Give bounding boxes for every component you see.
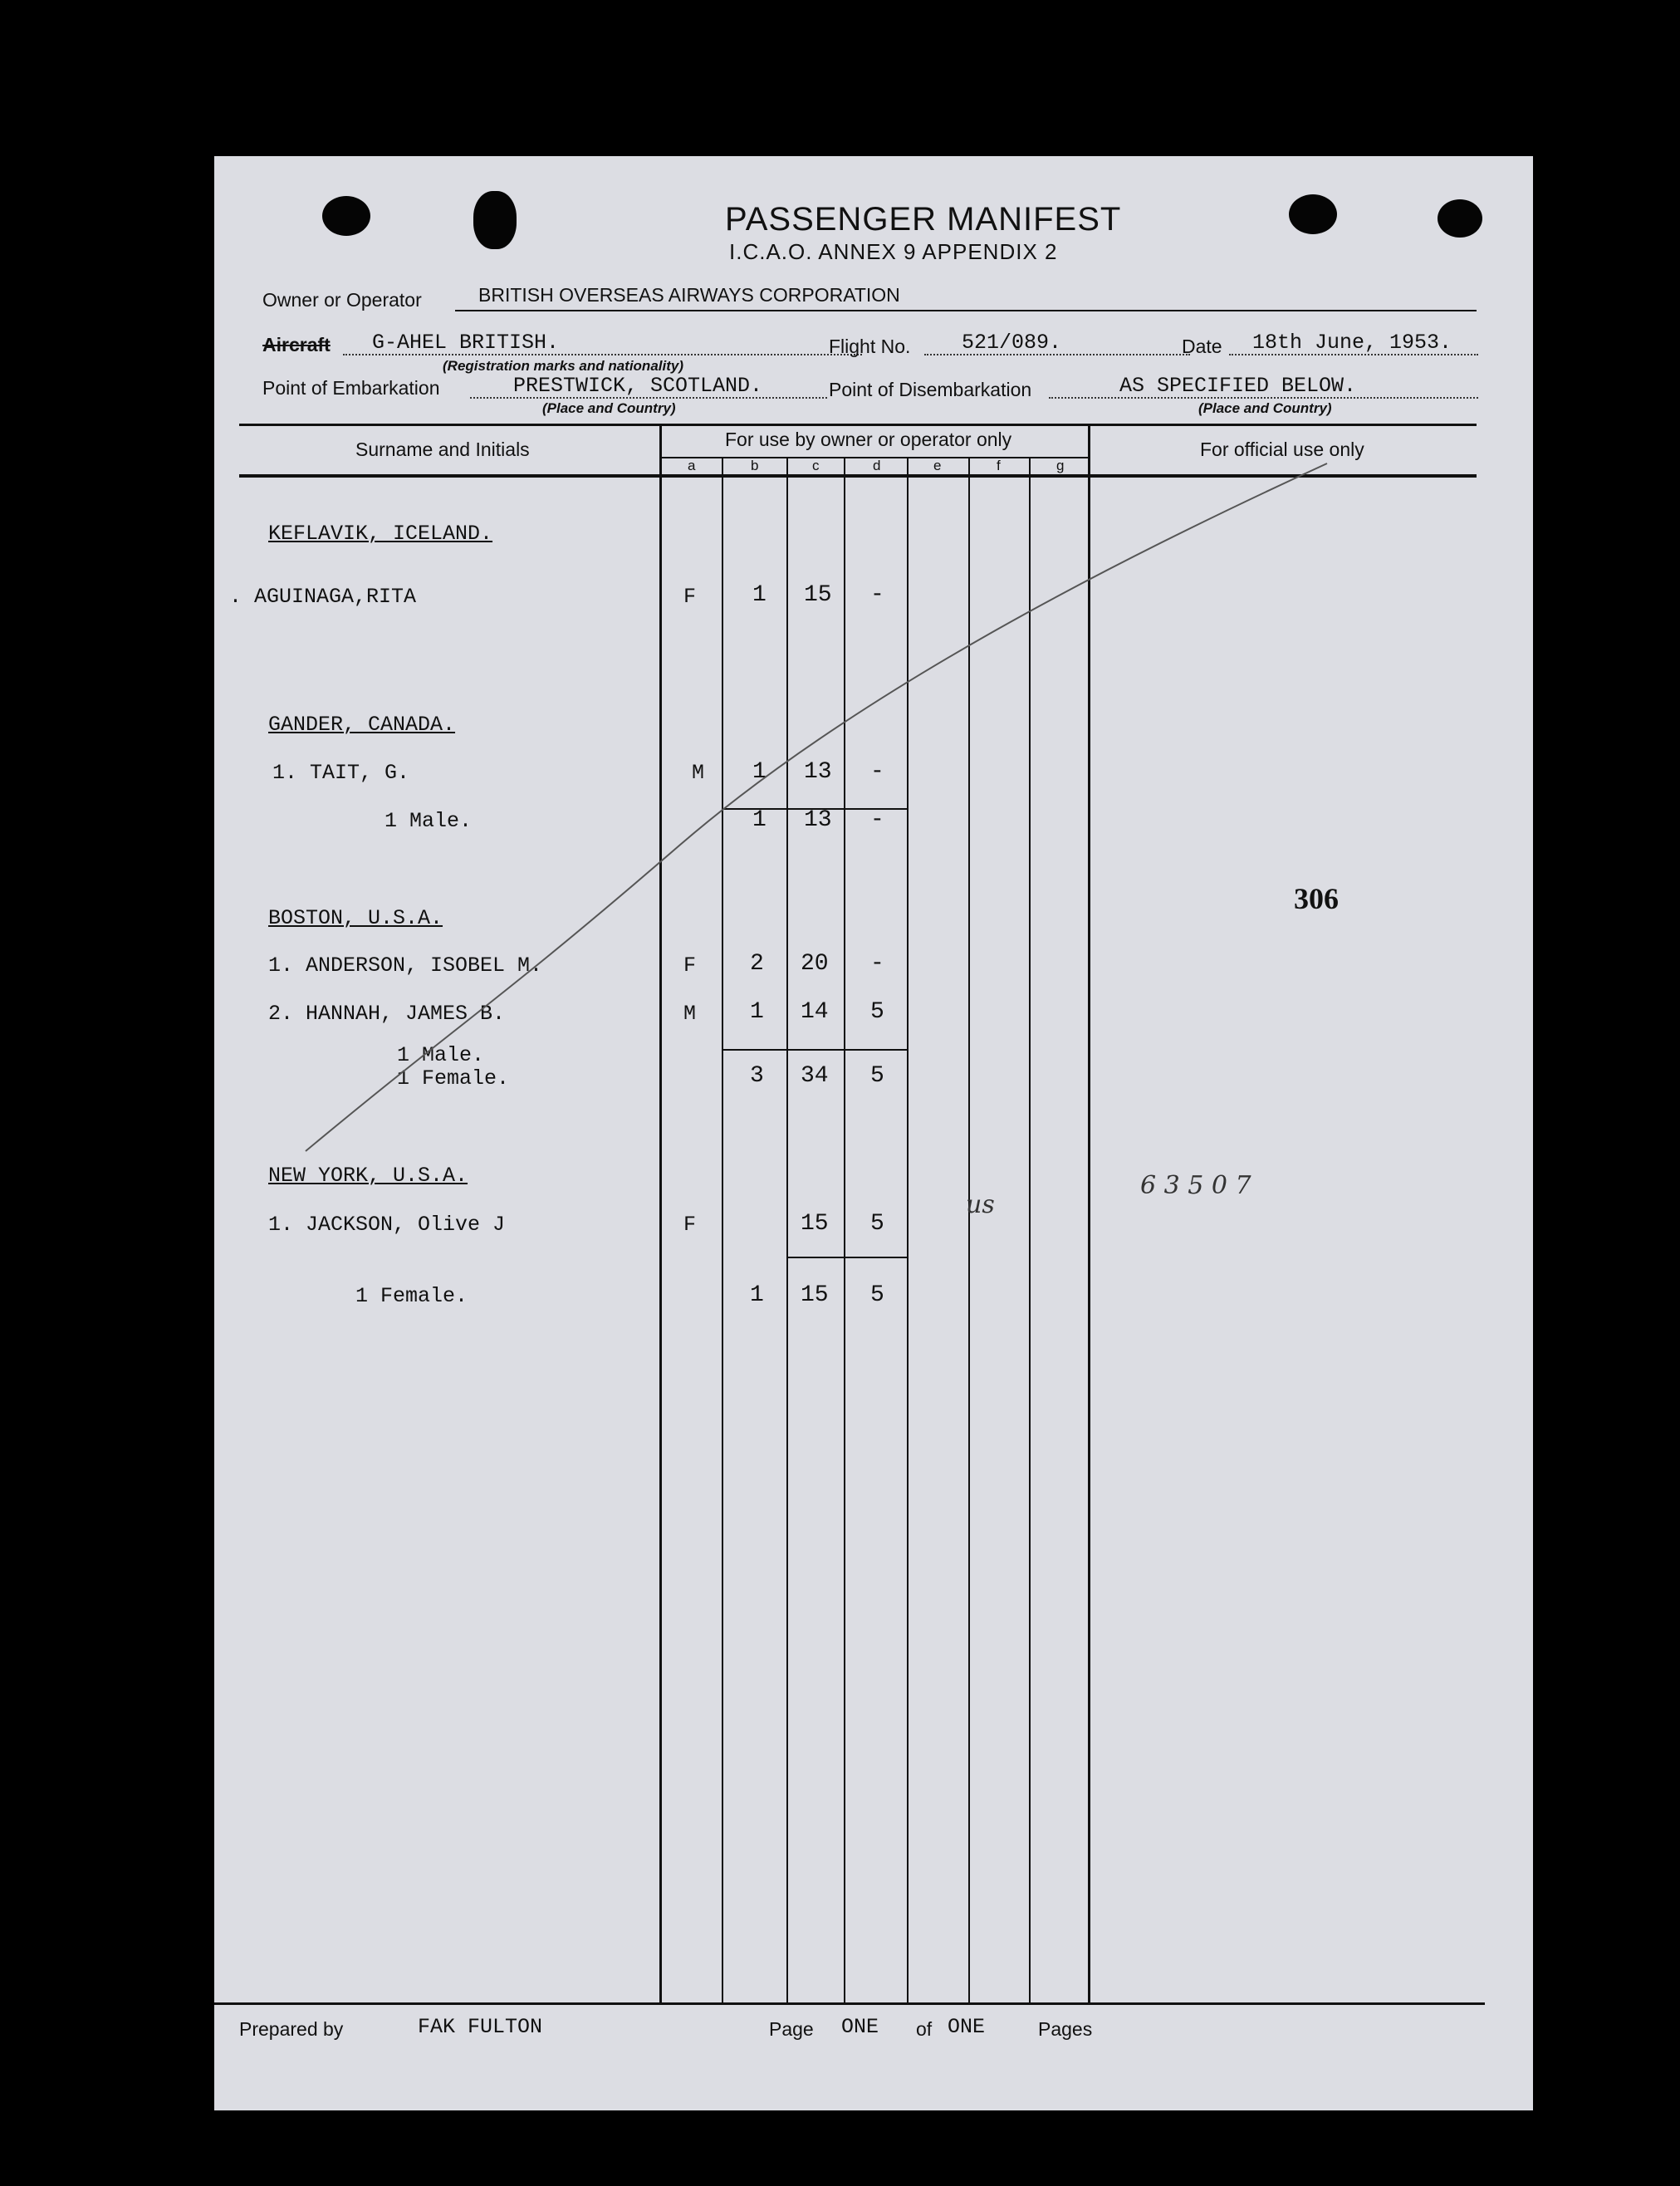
cell-a: M bbox=[683, 1002, 697, 1026]
col-owner-use-header: For use by owner or operator only bbox=[725, 429, 1012, 450]
embarkation-note: (Place and Country) bbox=[542, 400, 676, 416]
page-subtitle: I.C.A.O. ANNEX 9 APPENDIX 2 bbox=[729, 239, 1058, 264]
passenger-name: 2. HANNAH, JAMES B. bbox=[268, 1002, 506, 1026]
footer-pages-label: Pages bbox=[1038, 2018, 1093, 2040]
embarkation-label: Point of Embarkation bbox=[262, 377, 440, 399]
date-label: Date bbox=[1182, 336, 1222, 357]
cell-c: 15 bbox=[804, 582, 832, 608]
col-letter-c: c bbox=[812, 458, 820, 473]
section-heading-keflavik: KEFLAVIK, ICELAND. bbox=[268, 522, 493, 546]
passenger-name: 1. TAIT, G. bbox=[272, 761, 410, 785]
cell-b: 3 bbox=[750, 1063, 764, 1089]
disembarkation-value: AS SPECIFIED BELOW. bbox=[1119, 374, 1357, 398]
cell-d: - bbox=[870, 807, 884, 833]
disembarkation-label: Point of Disembarkation bbox=[829, 379, 1032, 400]
col-letter-b: b bbox=[751, 458, 759, 473]
stamp-number: 306 bbox=[1294, 882, 1339, 915]
owner-label: Owner or Operator bbox=[262, 289, 422, 311]
cell-d: 5 bbox=[870, 1063, 884, 1089]
cell-a: F bbox=[683, 585, 697, 609]
section-heading-boston: BOSTON, U.S.A. bbox=[268, 906, 443, 930]
disembarkation-note: (Place and Country) bbox=[1198, 400, 1332, 416]
handwritten-us: us bbox=[966, 1190, 995, 1219]
cell-d: 5 bbox=[870, 1211, 884, 1237]
col-letter-e: e bbox=[933, 458, 942, 473]
cell-c: 13 bbox=[804, 759, 832, 785]
col-surname-header: Surname and Initials bbox=[355, 439, 530, 460]
col-letter-d: d bbox=[873, 458, 881, 473]
col-letter-f: f bbox=[997, 458, 1001, 473]
footer-page-label: Page bbox=[769, 2018, 814, 2040]
cell-d: - bbox=[870, 951, 884, 977]
footer-prepared-value: FAK FULTON bbox=[418, 2015, 543, 2039]
cell-d: 5 bbox=[870, 1282, 884, 1308]
footer-prepared-label: Prepared by bbox=[239, 2018, 344, 2040]
col-letter-a: a bbox=[688, 458, 696, 473]
pencil-stroke bbox=[214, 156, 1533, 2110]
owner-value: BRITISH OVERSEAS AIRWAYS CORPORATION bbox=[478, 284, 900, 306]
col-official-header: For official use only bbox=[1200, 439, 1364, 460]
cell-a: F bbox=[683, 1213, 697, 1237]
flight-value: 521/089. bbox=[962, 331, 1062, 355]
cell-b: 1 bbox=[752, 807, 767, 833]
aircraft-note: (Registration marks and nationality) bbox=[443, 358, 683, 374]
subtotal-label: 1 Female. bbox=[355, 1284, 468, 1308]
subtotal-label: 1 Male. bbox=[397, 1043, 485, 1067]
cell-c: 20 bbox=[801, 951, 829, 977]
cell-d: - bbox=[870, 759, 884, 785]
footer-of-value: ONE bbox=[948, 2015, 986, 2039]
section-heading-newyork: NEW YORK, U.S.A. bbox=[268, 1164, 468, 1188]
cell-c: 13 bbox=[804, 807, 832, 833]
cell-c: 34 bbox=[801, 1063, 829, 1089]
footer-page-value: ONE bbox=[841, 2015, 879, 2039]
page-title: PASSENGER MANIFEST bbox=[725, 201, 1122, 238]
date-value: 18th June, 1953. bbox=[1252, 331, 1452, 355]
manifest-page bbox=[214, 156, 1533, 2110]
embarkation-value: PRESTWICK, SCOTLAND. bbox=[513, 374, 763, 398]
cell-b: 1 bbox=[752, 582, 767, 608]
passenger-name: . AGUINAGA,RITA bbox=[229, 585, 417, 609]
cell-c: 15 bbox=[801, 1211, 829, 1237]
subtotal-label: 1 Male. bbox=[384, 809, 473, 833]
passenger-name: 1. ANDERSON, ISOBEL M. bbox=[268, 953, 543, 978]
cell-d: 5 bbox=[870, 999, 884, 1025]
aircraft-label: Aircraft bbox=[262, 334, 331, 355]
passenger-name: 1. JACKSON, Olive J bbox=[268, 1213, 506, 1237]
aircraft-value: G-AHEL BRITISH. bbox=[372, 331, 560, 355]
cell-b: 1 bbox=[750, 999, 764, 1025]
col-letter-g: g bbox=[1056, 458, 1065, 473]
subtotal-label: 1 Female. bbox=[397, 1066, 510, 1091]
handwritten-number: 6 3 5 0 7 bbox=[1140, 1171, 1251, 1200]
cell-d: - bbox=[870, 582, 884, 608]
cell-c: 14 bbox=[801, 999, 829, 1025]
cell-b: 1 bbox=[750, 1282, 764, 1308]
flight-label: Flight No. bbox=[829, 336, 911, 357]
cell-b: 2 bbox=[750, 951, 764, 977]
section-heading-gander: GANDER, CANADA. bbox=[268, 713, 456, 737]
cell-a: F bbox=[683, 953, 697, 978]
cell-a: M bbox=[692, 761, 705, 785]
cell-b: 1 bbox=[752, 759, 767, 785]
cell-c: 15 bbox=[801, 1282, 829, 1308]
footer-of-label: of bbox=[916, 2018, 933, 2040]
